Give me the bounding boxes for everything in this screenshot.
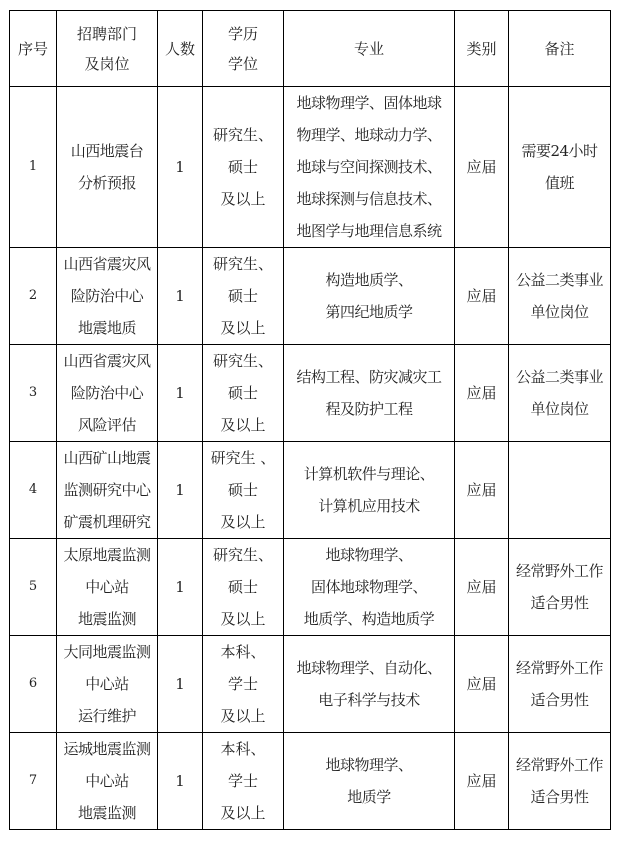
cell-edu-line: 硕士: [227, 287, 258, 305]
cell-major-line: 地质学、构造地质学: [303, 610, 435, 628]
cell-edu-line: 本科、: [220, 643, 266, 661]
cell-note-line: 经常野外工作: [515, 756, 603, 774]
header-category: 类别: [455, 11, 509, 87]
cell-dept-line: 中心站: [85, 675, 129, 693]
cell-edu-line: 研究生、: [212, 546, 273, 564]
cell-note: [509, 345, 611, 442]
cell-note-line: 单位岗位: [530, 400, 589, 418]
cell-edu-line: 及以上: [220, 190, 266, 208]
cell-dept-line: 地震地质: [77, 319, 136, 337]
cell-major-line: 地质学: [347, 788, 391, 806]
cell-edu: [203, 442, 284, 539]
cell-edu-line: 研究生、: [212, 255, 273, 273]
cell-edu: [203, 248, 284, 345]
cell-note-line: 适合男性: [530, 594, 589, 612]
header-dept: [57, 11, 158, 87]
cell-category: 应届: [455, 442, 509, 539]
cell-note-line: 适合男性: [530, 788, 589, 806]
cell-dept-line: 山西地震台: [70, 142, 144, 160]
cell-note-line: 公益二类事业: [515, 368, 603, 386]
cell-major-line: 计算机软件与理论、: [303, 465, 435, 483]
cell-major-line: 电子科学与技术: [318, 691, 420, 709]
cell-dept-line: 山西省震灾风: [63, 352, 151, 370]
header-edu-line: 学历: [227, 24, 258, 43]
cell-edu: [203, 539, 284, 636]
cell-count: 1: [158, 733, 203, 830]
cell-major-line: 地球物理学、: [325, 756, 413, 774]
cell-dept: [57, 248, 158, 345]
cell-category: 应届: [455, 87, 509, 248]
cell-category: 应届: [455, 539, 509, 636]
header-dept-line: 招聘部门: [76, 24, 137, 43]
cell-major-line: 地球探测与信息技术、: [296, 190, 442, 208]
cell-edu-line: 硕士: [227, 158, 258, 176]
cell-dept: [57, 442, 158, 539]
recruitment-table: [9, 10, 611, 830]
cell-major-line: 物理学、地球动力学、: [296, 126, 442, 144]
cell-major: [284, 636, 455, 733]
cell-note: [509, 733, 611, 830]
cell-edu-line: 研究生、: [212, 126, 273, 144]
cell-major-line: 计算机应用技术: [318, 497, 420, 515]
cell-seq: 7: [10, 733, 57, 830]
cell-edu-line: 硕士: [227, 578, 258, 596]
cell-dept: [57, 539, 158, 636]
cell-major: [284, 345, 455, 442]
cell-edu: [203, 87, 284, 248]
cell-seq: 2: [10, 248, 57, 345]
cell-major-line: 第四纪地质学: [325, 303, 413, 321]
cell-note: [509, 87, 611, 248]
cell-major-line: 结构工程、防灾减灾工: [296, 368, 442, 386]
cell-seq: 1: [10, 87, 57, 248]
cell-edu-line: 及以上: [220, 416, 266, 434]
cell-dept-line: 大同地震监测: [63, 643, 151, 661]
cell-category: 应届: [455, 733, 509, 830]
cell-note-line: 单位岗位: [530, 303, 589, 321]
cell-seq: 6: [10, 636, 57, 733]
table-row: [10, 442, 611, 539]
cell-major-line: 程及防护工程: [325, 400, 413, 418]
cell-note-line: 经常野外工作: [515, 659, 603, 677]
cell-count: 1: [158, 539, 203, 636]
cell-major: [284, 539, 455, 636]
table-row: [10, 539, 611, 636]
cell-dept-line: 险防治中心: [70, 287, 144, 305]
cell-count: 1: [158, 345, 203, 442]
cell-dept-line: 运行维护: [77, 707, 136, 725]
cell-dept: [57, 345, 158, 442]
cell-category: 应届: [455, 248, 509, 345]
cell-note-line: 值班: [544, 174, 574, 192]
cell-edu-line: 本科、: [220, 740, 266, 758]
header-major: 专业: [284, 11, 455, 87]
cell-dept-line: 山西矿山地震: [63, 449, 151, 467]
cell-seq: 3: [10, 345, 57, 442]
cell-edu-line: 研究生 、: [210, 449, 276, 467]
cell-edu-line: 硕士: [227, 384, 258, 402]
cell-note-line: 公益二类事业: [515, 271, 603, 289]
cell-note: [509, 248, 611, 345]
header-count: 人数: [158, 11, 203, 87]
cell-edu-line: 及以上: [220, 513, 266, 531]
cell-seq: 5: [10, 539, 57, 636]
cell-dept-line: 太原地震监测: [63, 546, 151, 564]
cell-edu-line: 硕士: [227, 481, 258, 499]
cell-edu-line: 研究生、: [212, 352, 273, 370]
cell-edu: [203, 345, 284, 442]
cell-major: [284, 87, 455, 248]
cell-category: 应届: [455, 345, 509, 442]
cell-edu-line: 学士: [227, 675, 258, 693]
cell-note: [509, 636, 611, 733]
cell-major-line: 地图学与地理信息系统: [296, 222, 442, 240]
cell-edu-line: 及以上: [220, 319, 266, 337]
cell-dept-line: 地震监测: [77, 610, 136, 628]
header-note: 备注: [509, 11, 611, 87]
cell-edu-line: 及以上: [220, 804, 266, 822]
cell-edu: [203, 733, 284, 830]
header-row: [10, 11, 611, 87]
cell-dept-line: 风险评估: [77, 416, 136, 434]
cell-dept-line: 分析预报: [77, 174, 136, 192]
cell-count: 1: [158, 442, 203, 539]
cell-major-line: 地球物理学、固体地球: [296, 94, 442, 112]
cell-seq: 4: [10, 442, 57, 539]
header-seq: 序号: [10, 11, 57, 87]
cell-edu-line: 学士: [227, 772, 258, 790]
cell-count: 1: [158, 248, 203, 345]
cell-dept-line: 地震监测: [77, 804, 136, 822]
cell-count: 1: [158, 87, 203, 248]
header-edu-line: 学位: [227, 54, 258, 73]
cell-major: [284, 248, 455, 345]
cell-major-line: 固体地球物理学、: [310, 578, 427, 596]
cell-dept-line: 山西省震灾风: [63, 255, 151, 273]
cell-note-line: 经常野外工作: [515, 562, 603, 580]
cell-note-line: 适合男性: [530, 691, 589, 709]
cell-dept-line: 险防治中心: [70, 384, 144, 402]
cell-dept-line: 监测研究中心: [63, 481, 151, 499]
cell-dept: [57, 636, 158, 733]
cell-major-line: 地球物理学、自动化、: [296, 659, 442, 677]
cell-major-line: 构造地质学、: [325, 271, 413, 289]
cell-dept-line: 矿震机理研究: [63, 513, 151, 531]
cell-dept-line: 中心站: [85, 772, 129, 790]
cell-edu: [203, 636, 284, 733]
cell-major: [284, 442, 455, 539]
cell-edu-line: 及以上: [220, 610, 266, 628]
cell-note: [509, 539, 611, 636]
cell-dept: [57, 87, 158, 248]
cell-dept: [57, 733, 158, 830]
header-edu: [203, 11, 284, 87]
cell-note-line: 需要24小时: [521, 142, 598, 160]
cell-edu-line: 及以上: [220, 707, 266, 725]
table-row: [10, 636, 611, 733]
cell-major: [284, 733, 455, 830]
cell-dept-line: 运城地震监测: [63, 740, 151, 758]
table-row: [10, 248, 611, 345]
cell-count: 1: [158, 636, 203, 733]
header-dept-line: 及岗位: [84, 54, 130, 73]
cell-major-line: 地球物理学、: [325, 546, 413, 564]
table-row: [10, 345, 611, 442]
table-row: [10, 733, 611, 830]
cell-dept-line: 中心站: [85, 578, 129, 596]
cell-note: [509, 442, 611, 539]
cell-category: 应届: [455, 636, 509, 733]
table-row: [10, 87, 611, 248]
cell-major-line: 地球与空间探测技术、: [296, 158, 442, 176]
